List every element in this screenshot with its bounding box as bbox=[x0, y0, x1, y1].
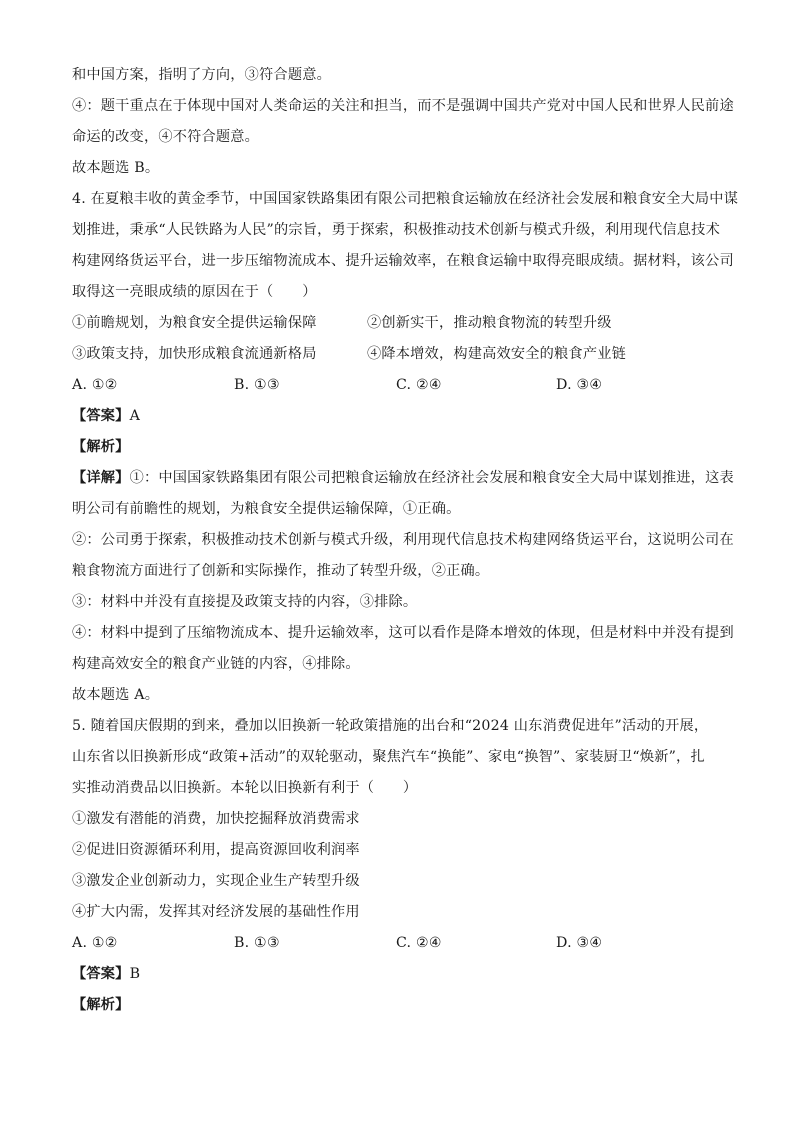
question-4-item: ②创新实干，推动粮食物流的转型升级 bbox=[367, 315, 612, 331]
detail-line: ③：材料中并没有直接提及政策支持的内容，③排除。 bbox=[72, 594, 418, 610]
option-c: C. ②④ bbox=[396, 935, 442, 951]
question-4-stem: 构建网络货运平台，进一步压缩物流成本、提升运输效率，在粮食运输中取得亮眼成绩。据材料，该公司 bbox=[72, 253, 734, 269]
text-line: 和中国方案，指明了方向，③符合题意。 bbox=[72, 67, 331, 83]
text-line: 命运的改变，④不符合题意。 bbox=[72, 129, 260, 145]
question-5-stem: 实推动消费品以旧换新。本轮以旧换新有利于（ ） bbox=[72, 780, 418, 796]
question-5-analysis bbox=[72, 990, 732, 1021]
detail-line: 粮食物流方面进行了创新和实际操作，推动了转型升级，②正确。 bbox=[72, 563, 490, 579]
detail-line: ④：材料中提到了压缩物流成本、提升运输效率，这可以看作是降本增效的体现，但是材料中并没有提到 bbox=[72, 625, 734, 641]
question-4-detail bbox=[72, 463, 732, 494]
question-4-items-row bbox=[72, 339, 732, 370]
detail-tag: 【详解】 bbox=[72, 470, 130, 486]
question-5-options bbox=[72, 928, 732, 959]
question-4-analysis bbox=[72, 432, 732, 463]
question-4-item: ①前瞻规划，为粮食安全提供运输保障 bbox=[72, 315, 317, 331]
question-5-stem: 山东省以旧换新形成“政策+活动”的双轮驱动，聚焦汽车“换能”、家电“换智”、家装厨卫“焕新”，扎 bbox=[72, 749, 705, 765]
detail-line: ②：公司勇于探索，积极推动技术创新与模式升级，利用现代信息技术构建网络货运平台，这说明公司在 bbox=[72, 532, 734, 548]
analysis-tag: 【解析】 bbox=[72, 997, 130, 1013]
question-5-answer bbox=[72, 959, 732, 990]
question-5-item: ②促进旧资源循环利用，提高资源回收利润率 bbox=[72, 842, 360, 858]
conclusion-line: 故本题选 A。 bbox=[72, 687, 160, 703]
option-a: A. ①② bbox=[72, 377, 118, 393]
option-d: D. ③④ bbox=[556, 377, 603, 393]
answer-tag: 【答案】 bbox=[72, 408, 130, 424]
answer-value: B bbox=[129, 966, 141, 982]
question-4-stem: 4. 在夏粮丰收的黄金季节，中国国家铁路集团有限公司把粮食运输放在经济社会发展和粮食安全大局中谋 bbox=[72, 191, 739, 207]
detail-text: ①：中国国家铁路集团有限公司把粮食运输放在经济社会发展和粮食安全大局中谋划推进，这表 bbox=[129, 470, 734, 486]
option-d: D. ③④ bbox=[556, 935, 603, 951]
analysis-tag: 【解析】 bbox=[72, 439, 130, 455]
question-4-item: ④降本增效，构建高效安全的粮食产业链 bbox=[367, 346, 626, 362]
option-b: B. ①③ bbox=[234, 935, 280, 951]
question-5-item: ①激发有潜能的消费，加快挖掘释放消费需求 bbox=[72, 811, 360, 827]
answer-value: A bbox=[129, 408, 141, 424]
question-5-item: ④扩大内需，发挥其对经济发展的基础性作用 bbox=[72, 904, 360, 920]
question-5-stem: 5. 随着国庆假期的到来，叠加以旧换新一轮政策措施的出台和“2024 山东消费促进年”活动的开展， bbox=[72, 718, 709, 734]
question-5-item: ③激发企业创新动力，实现企业生产转型升级 bbox=[72, 873, 360, 889]
text-line: 故本题选 B。 bbox=[72, 160, 160, 176]
question-4-items-row bbox=[72, 308, 732, 339]
question-4-stem: 划推进，秉承“人民铁路为人民”的宗旨，勇于探索，积极推动技术创新与模式升级，利用现代信息技术 bbox=[72, 222, 720, 238]
document-page bbox=[72, 60, 739, 1021]
detail-line: 构建高效安全的粮食产业链的内容，④排除。 bbox=[72, 656, 360, 672]
option-b: B. ①③ bbox=[234, 377, 280, 393]
option-a: A. ①② bbox=[72, 935, 118, 951]
question-4-answer bbox=[72, 401, 732, 432]
option-c: C. ②④ bbox=[396, 377, 442, 393]
answer-tag: 【答案】 bbox=[72, 966, 130, 982]
detail-line: 明公司有前瞻性的规划，为粮食安全提供运输保障，①正确。 bbox=[72, 501, 461, 517]
text-line: ④：题干重点在于体现中国对人类命运的关注和担当，而不是强调中国共产党对中国人民和世界人民前途 bbox=[72, 98, 734, 114]
question-4-options bbox=[72, 370, 732, 401]
question-4-stem: 取得这一亮眼成绩的原因在于（ ） bbox=[72, 284, 317, 300]
question-4-item: ③政策支持，加快形成粮食流通新格局 bbox=[72, 346, 317, 362]
